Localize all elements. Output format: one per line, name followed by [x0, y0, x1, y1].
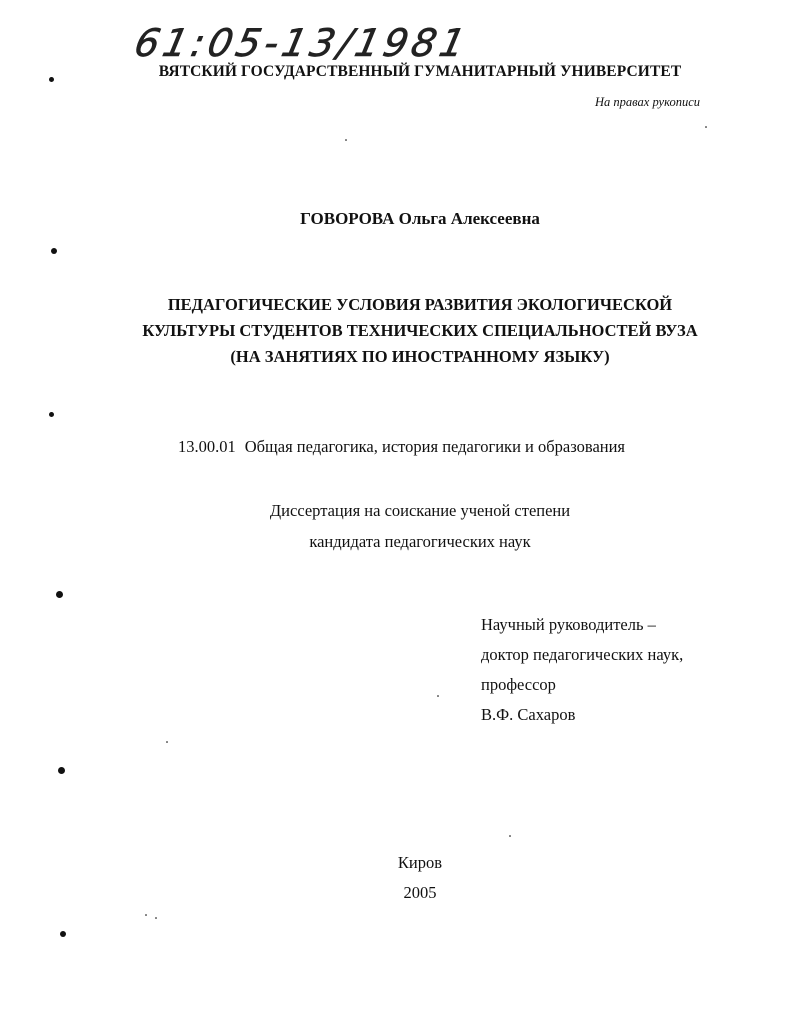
handwritten-code-text: 61:05-13/1981	[130, 21, 473, 66]
supervisor-line: Научный руководитель –	[481, 615, 656, 634]
city: Киров	[397, 853, 443, 872]
university-name: ВЯТСКИЙ ГОСУДАРСТВЕННЫЙ ГУМАНИТАРНЫЙ УНИВЕРСИТЕТ	[158, 63, 682, 80]
supervisor-line: В.Ф. Сахаров	[481, 705, 576, 724]
scan-speck	[166, 741, 168, 743]
title-line: (НА ЗАНЯТИЯХ ПО ИНОСТРАННОМУ ЯЗЫКУ)	[230, 347, 610, 366]
specialty-name: Общая педагогика, история педагогики и образования	[244, 437, 626, 456]
title-line: ПЕДАГОГИЧЕСКИЕ УСЛОВИЯ РАЗВИТИЯ ЭКОЛОГИЧЕСКОЙ	[167, 295, 673, 314]
scan-speck	[145, 914, 147, 916]
dissertation-title	[0, 292, 794, 370]
specialty-code: 13.00.01	[178, 437, 236, 456]
scan-speck	[509, 835, 511, 837]
scan-speck	[437, 695, 439, 697]
title-line: КУЛЬТУРЫ СТУДЕНТОВ ТЕХНИЧЕСКИХ СПЕЦИАЛЬНОСТЕЙ ВУЗА	[142, 321, 698, 340]
punch-mark	[49, 412, 54, 417]
degree-line: кандидата педагогических наук	[309, 532, 531, 551]
manuscript-note: На правах рукописи	[595, 95, 700, 109]
author-name: ГОВОРОВА Ольга Алексеевна	[300, 209, 540, 228]
punch-mark	[60, 931, 66, 937]
punch-mark	[58, 767, 65, 774]
degree-statement	[0, 495, 794, 557]
specialty	[178, 437, 625, 457]
supervisor-line: профессор	[481, 675, 556, 694]
city-year-block	[0, 848, 794, 908]
degree-line: Диссертация на соискание ученой степени	[269, 501, 571, 520]
scan-speck	[155, 917, 157, 919]
punch-mark	[51, 248, 57, 254]
supervisor-block	[481, 610, 683, 730]
year: 2005	[403, 883, 437, 902]
supervisor-line: доктор педагогических наук,	[481, 645, 684, 664]
punch-mark	[56, 591, 63, 598]
punch-mark	[49, 77, 54, 82]
scan-speck	[705, 126, 707, 128]
scan-speck	[345, 139, 347, 141]
